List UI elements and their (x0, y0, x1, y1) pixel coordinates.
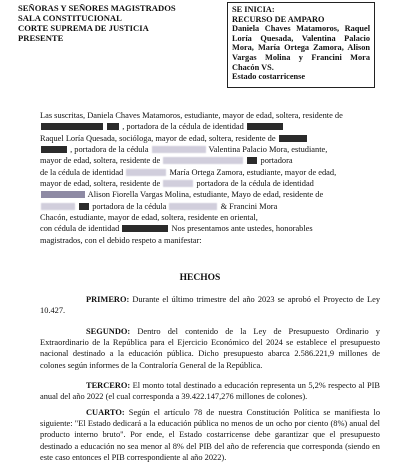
intro-line: , portadora de la cédula Valentina Palacio Mora, estudiante, (40, 144, 378, 155)
fact-label: SEGUNDO: (86, 327, 131, 336)
redaction-mark (41, 203, 75, 210)
fact-text: Según el artículo 78 de nuestra Constitución Política se manifiesta lo siguiente: "El Estado dedicará a la educación pública no menos de un ocho por ciento (8%) anual del producto interno bruto". Por ende, el Estado costarricense debe garantizar que el presupuesto destinado a educación no sea menor al 8% del PIB del año de referencia que corresponda (siendo en este caso entonces el PIB correspondiente al año 2022). (40, 408, 381, 462)
fact-text: Durante el último trimestre del año 2023 se aprobó el Proyecto de Ley 10.427. (40, 295, 381, 316)
intro-line: mayor de edad, soltera, residente de portadora de la cédula de identidad (40, 179, 314, 189)
fact-label: CUARTO: (86, 408, 125, 417)
redaction-mark (152, 146, 206, 153)
fact-paragraph (40, 407, 380, 463)
intro-line: portadora de la cédula & Francini Mora (40, 201, 378, 212)
intro-paragraph (40, 110, 378, 246)
fact-label: PRIMERO: (86, 295, 130, 304)
redaction-mark (163, 180, 193, 187)
section-heading: HECHOS (179, 273, 221, 283)
intro-line: de la cédula de identidad María Ortega Zamora, estudiante, mayor de edad, (40, 167, 337, 177)
redaction-mark (163, 157, 243, 164)
fact-text: El monto total destinado a educación representa un 5,2% respecto al PIB anual del año 2022 (el cual corresponda a 39.422.147,276 millones de colones). (40, 381, 381, 402)
redaction-mark (169, 203, 217, 210)
addressee-line: SEÑORAS Y SEÑORES MAGISTRADOS (18, 3, 176, 13)
addressee-line: PRESENTE (18, 33, 64, 43)
fact-paragraph (40, 380, 380, 402)
fact-paragraph (40, 326, 380, 371)
intro-line: Chacón, estudiante, mayor de edad, soltera, residente en oriental, (40, 213, 258, 223)
intro-line: magistrados, con el debido respeto a manifestar: (40, 235, 202, 245)
case-respondent: Estado costarricense (232, 72, 306, 82)
redaction-mark (279, 135, 307, 142)
redaction-mark (79, 203, 89, 210)
redaction-mark (107, 123, 119, 130)
addressee-block (18, 3, 176, 43)
case-parties: Daniela Chaves Matamoros, Raquel Loría Quesada, Valentina Palacio Mora, María Ortega Zamora, Alison Vargas Molina y Francini Mora Chacón VS. (232, 24, 370, 72)
redaction-mark (247, 157, 257, 164)
fact-paragraph (40, 294, 380, 316)
case-title: SE INICIA: (232, 5, 275, 14)
intro-line: mayor de edad, soltera, residente de portadora (40, 156, 293, 166)
redaction-mark (41, 146, 67, 153)
redaction-mark (247, 123, 283, 130)
redaction-mark (41, 123, 103, 130)
intro-line: , portadora de la cédula de identidad (40, 121, 378, 132)
addressee-line: SALA CONSTITUCIONAL (18, 13, 122, 23)
case-type: RECURSO DE AMPARO (232, 14, 325, 24)
intro-line: Alison Fiorella Vargas Molina, estudiante, Mayo de edad, residente de (40, 189, 378, 200)
addressee-line: CORTE SUPREMA DE JUSTICIA (18, 23, 149, 33)
intro-line: Las suscritas, Daniela Chaves Matamoros, estudiante, mayor de edad, soltera, residente de (40, 111, 343, 120)
redaction-mark (126, 169, 166, 176)
redaction-mark (41, 191, 85, 198)
fact-label: TERCERO: (86, 381, 131, 390)
redaction-mark (122, 225, 168, 232)
case-box (227, 2, 375, 88)
fact-text: Dentro del contenido de la Ley de Presupuesto Ordinario y Extraordinario de la República para el Ejercicio Económico del 2024 se establece el presupuesto nacional destinado a la educación pública. Dicho presupuesto abarca 2.586.221,9 millones de colones según informes de la Contraloría General de la República. (40, 327, 380, 370)
intro-line: con cédula de identidad Nos presentamos ante ustedes, honorables (40, 224, 313, 234)
intro-line: Raquel Loría Quesada, socióloga, mayor de edad, soltera, residente de (40, 133, 378, 144)
